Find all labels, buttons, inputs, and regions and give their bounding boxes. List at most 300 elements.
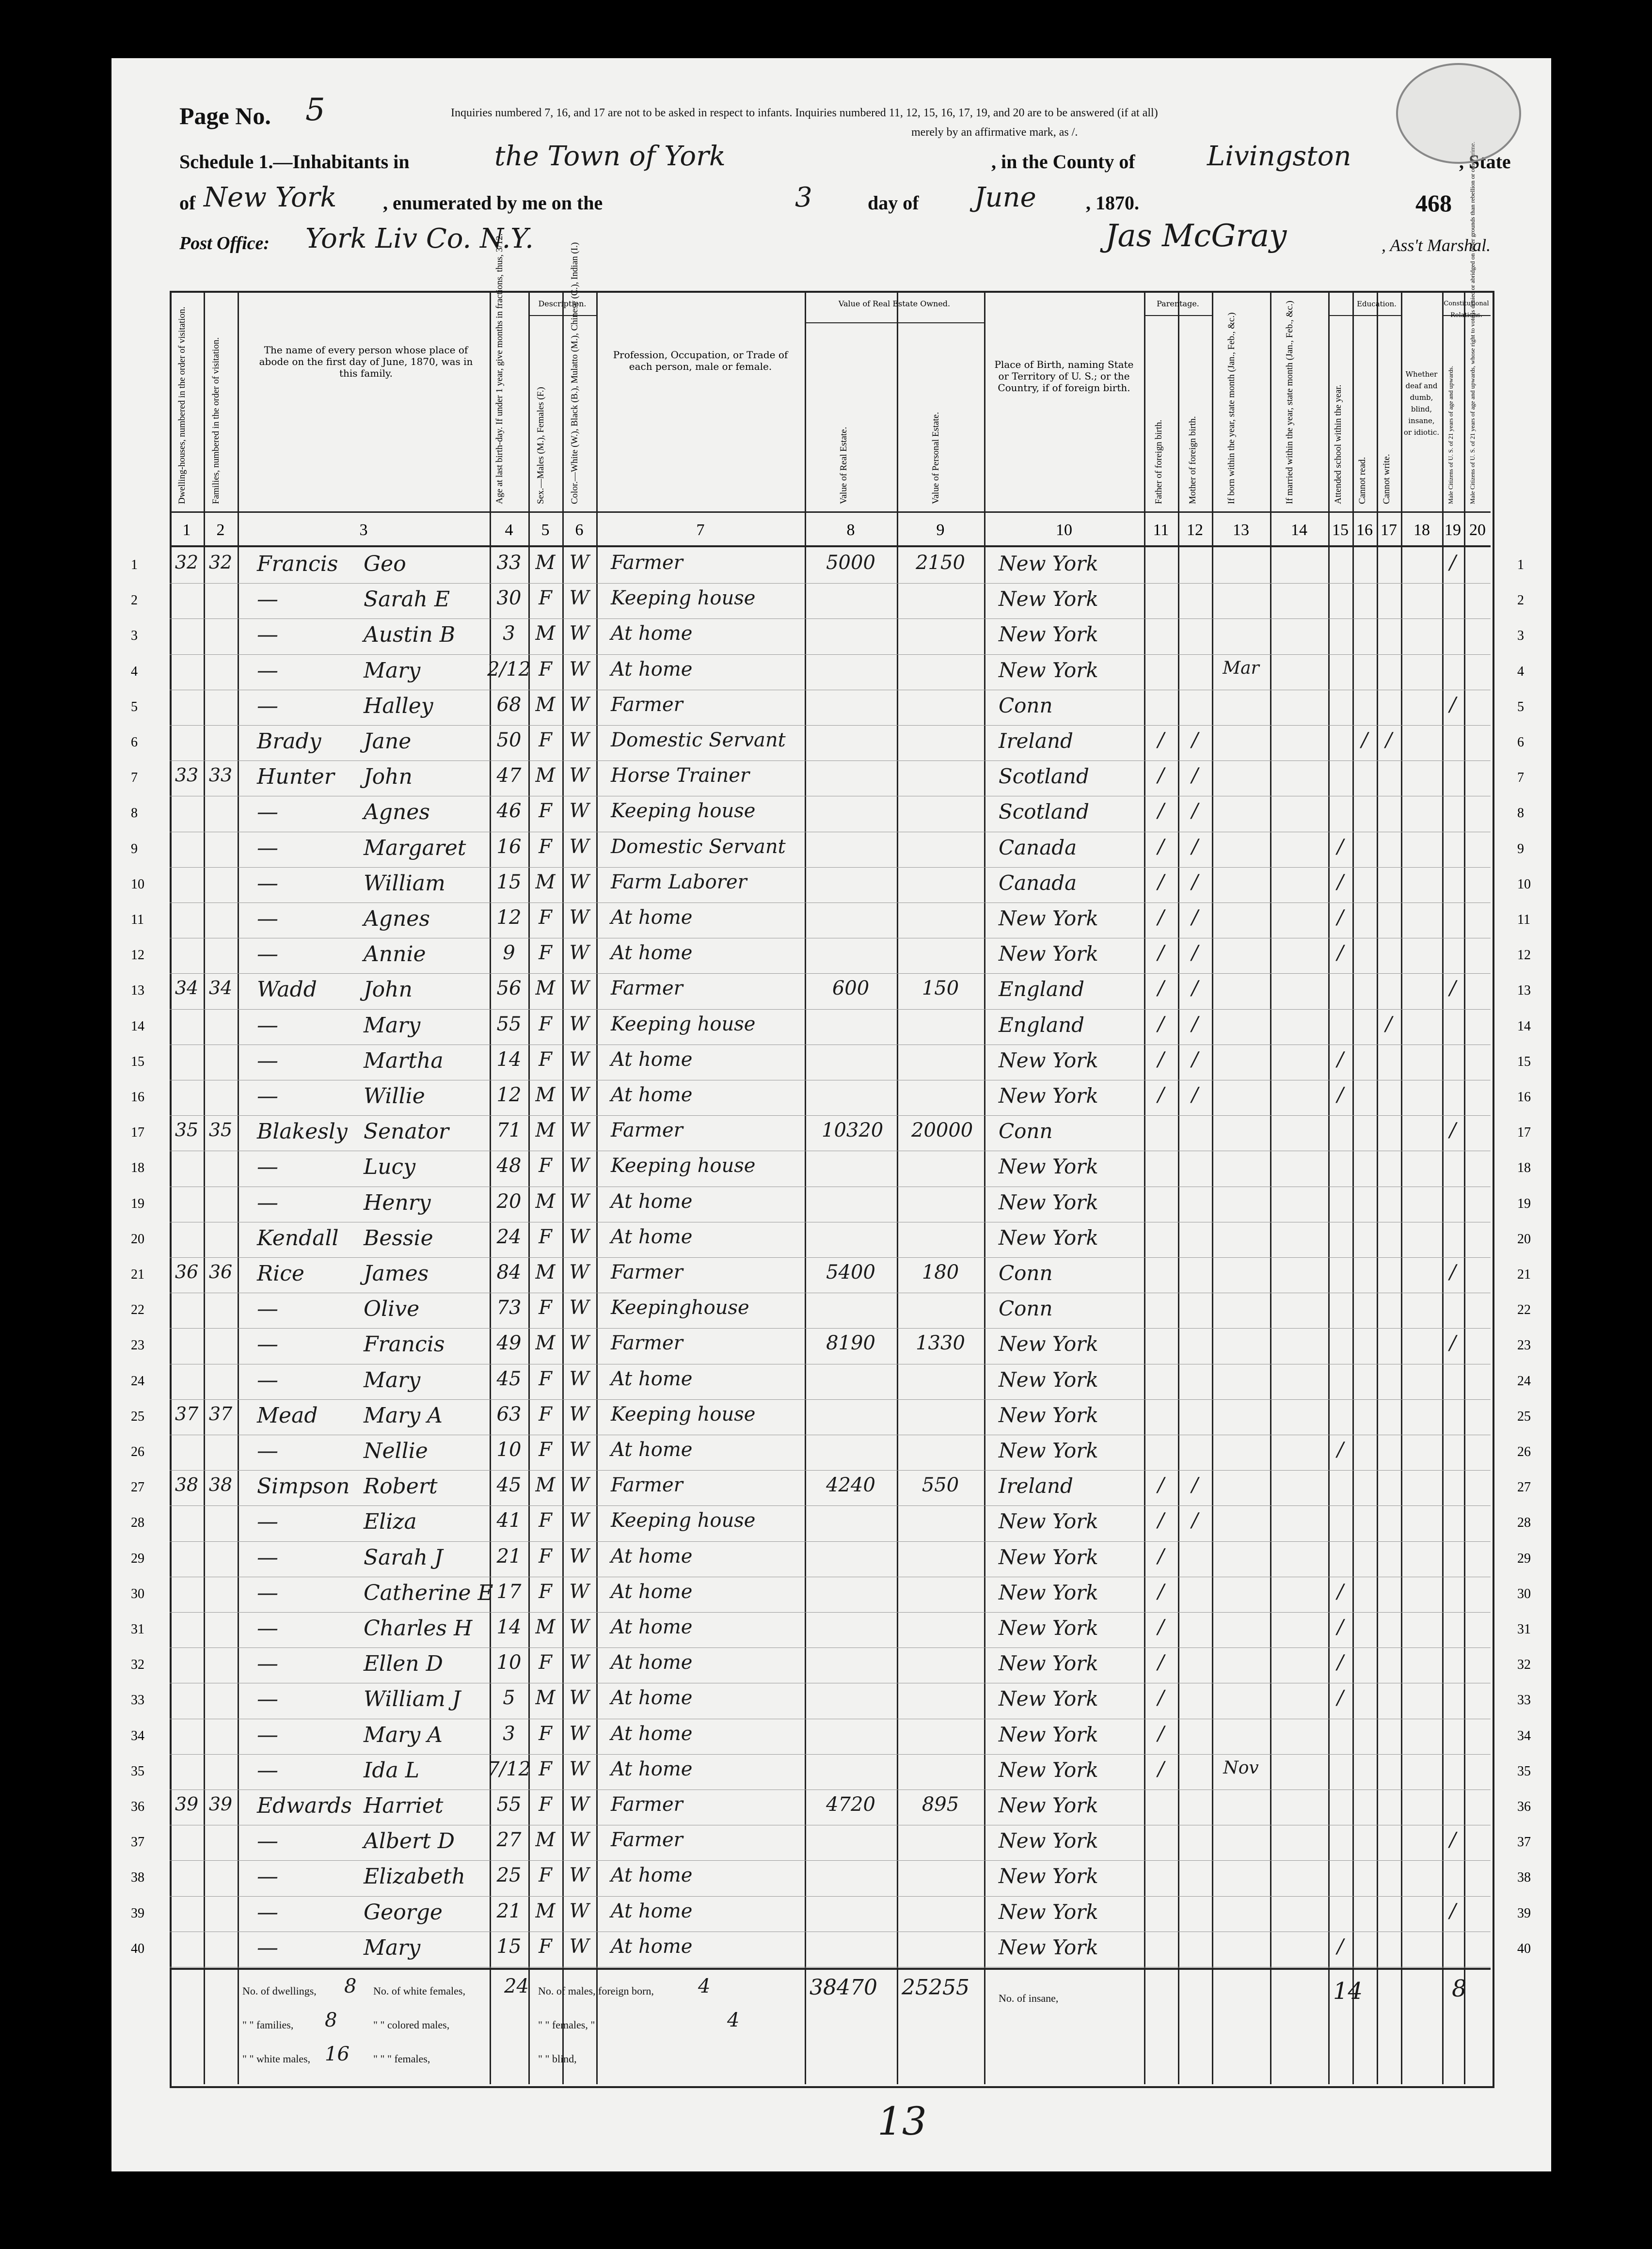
row-occupation: At home (611, 942, 693, 965)
row-birthplace: New York (999, 1367, 1098, 1392)
colhead-constitutional: Constitutional Relations. (1444, 300, 1489, 319)
schedule-label: Schedule 1.—Inhabitants in (179, 151, 410, 173)
row-color: W (569, 1793, 589, 1816)
row-number-right: 22 (1517, 1302, 1531, 1318)
summary-foreign-males-label: No. of males, foreign born, (538, 1985, 654, 1997)
row-sex: M (535, 1084, 556, 1106)
row-occupation: At home (611, 1367, 693, 1390)
row-given-name: Mary A (364, 1403, 443, 1428)
row-given-name: Sarah J (364, 1545, 443, 1570)
row-number-left: 1 (131, 557, 138, 572)
row-given-name: Agnes (364, 800, 430, 825)
row-given-name: James (364, 1261, 429, 1286)
colnum-9: 9 (936, 521, 945, 539)
colhead-vote-denied: Male Citizens of U. S. of 21 years of age and upwards, whose right to vote is denied or abridged on other grounds than rebellion or other crime. (1469, 142, 1476, 504)
row-birthplace: New York (999, 1758, 1098, 1782)
county-label: , in the County of (991, 151, 1135, 173)
row-age: 14 (496, 1616, 522, 1638)
row-occupation: Farmer (611, 1332, 683, 1355)
row-age: 20 (496, 1190, 522, 1213)
row-age: 73 (496, 1297, 522, 1319)
row-number-left: 13 (131, 983, 144, 998)
row-sex: F (539, 1403, 552, 1425)
row-number-left: 22 (131, 1302, 144, 1318)
row-number-right: 32 (1517, 1657, 1531, 1673)
row-age: 25 (496, 1864, 522, 1887)
row-occupation: Keepinghouse (611, 1297, 749, 1319)
row-number-right: 33 (1517, 1693, 1531, 1708)
row-birthplace: Conn (999, 693, 1053, 717)
colnum-16: 16 (1356, 521, 1373, 539)
row-given-name: Senator (364, 1119, 449, 1144)
colnum-13: 13 (1233, 521, 1249, 539)
colhead-married-month: If married within the year, state month (Jan., Feb., &c.) (1285, 301, 1295, 504)
row-family-number: 38 (208, 1474, 233, 1496)
row-occupation: Farmer (611, 977, 683, 1000)
row-family-number: 39 (208, 1793, 233, 1815)
row-school-mark: / (1337, 1687, 1344, 1710)
row-color: W (569, 1509, 589, 1532)
row-sex: F (539, 1297, 552, 1319)
row-birthplace: New York (999, 622, 1098, 647)
row-number-left: 15 (131, 1054, 144, 1069)
row-born-month: Nov (1223, 1758, 1259, 1778)
row-surname: Rice (257, 1261, 304, 1286)
row-number-right: 4 (1517, 664, 1524, 679)
row-surname: — (257, 1190, 278, 1215)
instructions-line2: merely by an affirmative mark, as /. (911, 126, 1078, 139)
row-occupation: Farmer (611, 1119, 683, 1142)
header-divider (170, 511, 1491, 513)
colhead-personal-estate: Value of Personal Estate. (931, 412, 941, 504)
row-occupation: At home (611, 658, 693, 681)
summary-insane-label: No. of insane, (999, 1992, 1059, 2004)
row-surname: — (257, 1332, 278, 1357)
row-age: 9 (503, 942, 515, 965)
row-age: 45 (496, 1474, 522, 1497)
row-rule (170, 1505, 1491, 1506)
row-occupation: Farmer (611, 1793, 683, 1816)
row-rule (170, 867, 1491, 868)
summary-total-citizens: 8 (1452, 1975, 1467, 2002)
row-surname: — (257, 871, 278, 896)
colnum-20: 20 (1469, 521, 1486, 539)
row-occupation: At home (611, 1616, 693, 1638)
colnum-11: 11 (1153, 521, 1169, 539)
row-citizen-mark: / (1449, 1332, 1456, 1355)
row-number-left: 37 (131, 1835, 144, 1850)
row-birthplace: Conn (999, 1119, 1053, 1143)
summary-foreign-females: 4 (727, 2009, 740, 2031)
row-birthplace: Canada (999, 871, 1077, 895)
row-number-right: 14 (1517, 1018, 1531, 1034)
row-surname: — (257, 906, 278, 931)
row-number-right: 39 (1517, 1905, 1531, 1921)
row-sex: F (539, 729, 552, 751)
row-age: 2/12 (487, 658, 531, 681)
row-number-right: 17 (1517, 1125, 1531, 1140)
summary-foreign-males: 4 (698, 1975, 711, 1997)
row-number-right: 1 (1517, 557, 1524, 572)
row-birthplace: New York (999, 1048, 1098, 1072)
row-surname: — (257, 1758, 278, 1783)
row-birthplace: New York (999, 1864, 1098, 1888)
row-rule (170, 1896, 1491, 1897)
row-rule (170, 1009, 1491, 1010)
row-sex: F (539, 1722, 552, 1745)
row-father-foreign-mark: / (1158, 1616, 1164, 1638)
row-sex: M (535, 622, 556, 645)
row-mother-foreign-mark: / (1191, 1509, 1198, 1532)
row-mother-foreign-mark: / (1191, 800, 1198, 823)
row-school-mark: / (1337, 1048, 1344, 1071)
summary-foreign-females-label: " " females, " (538, 2019, 595, 2031)
row-age: 3 (503, 1722, 515, 1745)
place-value: the Town of York (494, 141, 726, 172)
row-birthplace: England (999, 977, 1085, 1001)
day-label: day of (868, 192, 919, 214)
row-age: 46 (496, 800, 522, 823)
row-age: 10 (496, 1651, 522, 1674)
row-dwelling-number: 32 (175, 552, 199, 573)
row-father-foreign-mark: / (1158, 977, 1164, 1000)
summary-total-school: 14 (1333, 1978, 1363, 2005)
row-age: 50 (496, 729, 522, 751)
colnum-18: 18 (1414, 521, 1430, 539)
row-father-foreign-mark: / (1158, 942, 1164, 965)
row-birthplace: New York (999, 1651, 1098, 1676)
row-number-right: 11 (1517, 912, 1530, 927)
row-given-name: Catherine E (364, 1580, 493, 1605)
row-color: W (569, 552, 589, 574)
row-citizen-mark: / (1449, 552, 1456, 574)
row-rule (170, 725, 1491, 726)
row-number-right: 9 (1517, 841, 1524, 856)
post-office-value: York Liv Co. N.Y. (305, 223, 534, 254)
row-mother-foreign-mark: / (1191, 1084, 1198, 1106)
row-surname: — (257, 1084, 278, 1109)
row-color: W (569, 1758, 589, 1780)
colnum-5: 5 (541, 521, 550, 539)
row-surname: — (257, 1829, 278, 1854)
row-sex: F (539, 1935, 552, 1958)
row-sex: M (535, 1687, 556, 1710)
row-color: W (569, 729, 589, 751)
row-number-right: 34 (1517, 1728, 1531, 1743)
row-birthplace: New York (999, 1722, 1098, 1746)
summary-colored-males-label: " " colored males, (373, 2019, 450, 2031)
row-occupation: Horse Trainer (611, 764, 749, 787)
row-number-right: 35 (1517, 1763, 1531, 1779)
row-number-left: 33 (131, 1693, 144, 1708)
row-occupation: Farm Laborer (611, 871, 747, 893)
row-real-estate-value: 10320 (822, 1119, 884, 1142)
row-color: W (569, 800, 589, 823)
row-sex: M (535, 1616, 556, 1638)
row-school-mark: / (1337, 906, 1344, 929)
row-family-number: 37 (208, 1403, 233, 1425)
row-number-right: 16 (1517, 1090, 1531, 1105)
row-color: W (569, 1013, 589, 1035)
row-surname: Wadd (257, 977, 317, 1002)
row-age: 7/12 (487, 1758, 531, 1780)
row-number-right: 29 (1517, 1551, 1531, 1566)
summary-divider (170, 1968, 1491, 1970)
row-birthplace: New York (999, 1332, 1098, 1356)
row-citizen-mark: / (1449, 977, 1456, 1000)
row-age: 21 (496, 1900, 522, 1922)
row-sex: F (539, 1580, 552, 1603)
colhead-disability: Whether deaf and dumb, blind, insane, or idiotic. (1403, 370, 1440, 437)
row-sex: M (535, 1900, 556, 1922)
row-school-mark: / (1337, 871, 1344, 893)
row-birthplace: Scotland (999, 764, 1089, 789)
row-sex: F (539, 658, 552, 681)
row-sex: M (535, 1261, 556, 1283)
row-age: 55 (496, 1013, 522, 1035)
row-color: W (569, 1580, 589, 1603)
row-surname: — (257, 1580, 278, 1605)
row-given-name: Mary A (364, 1722, 443, 1747)
row-number-right: 15 (1517, 1054, 1531, 1069)
row-father-foreign-mark: / (1158, 1509, 1164, 1532)
colhead-description: Description. (538, 299, 587, 308)
row-color: W (569, 1261, 589, 1283)
summary-families-label: " " families, (242, 2019, 294, 2031)
row-number-left: 2 (131, 593, 138, 608)
colhead-father-foreign: Father of foreign birth. (1154, 419, 1164, 504)
row-surname: Francis (257, 552, 338, 576)
row-sex: F (539, 1651, 552, 1674)
colhead-family: Families, numbered in the order of visitation. (211, 337, 221, 504)
row-color: W (569, 1225, 589, 1248)
row-age: 56 (496, 977, 522, 1000)
of-label: of (179, 192, 196, 214)
row-rule (170, 1860, 1491, 1861)
row-father-foreign-mark: / (1158, 1474, 1164, 1497)
row-born-month: Mar (1223, 658, 1259, 678)
row-rule (170, 654, 1491, 655)
row-number-left: 5 (131, 699, 138, 714)
row-age: 15 (496, 871, 522, 893)
row-color: W (569, 1829, 589, 1852)
row-sex: M (535, 977, 556, 1000)
row-school-mark: / (1337, 942, 1344, 965)
row-dwelling-number: 35 (175, 1119, 199, 1141)
row-surname: — (257, 693, 278, 718)
colhead-education: Education. (1357, 300, 1397, 308)
row-color: W (569, 1651, 589, 1674)
row-color: W (569, 1864, 589, 1887)
row-age: 48 (496, 1155, 522, 1177)
colhead-age: Age at last birth-day. If under 1 year, give months in fractions, thus, 3/12. (494, 233, 505, 504)
row-birthplace: New York (999, 1155, 1098, 1179)
row-father-foreign-mark: / (1158, 1048, 1164, 1071)
row-age: 16 (496, 835, 522, 858)
row-number-right: 19 (1517, 1196, 1531, 1211)
row-surname: — (257, 1651, 278, 1677)
row-age: 41 (496, 1509, 522, 1532)
row-number-left: 38 (131, 1870, 144, 1885)
row-surname: Kendall (257, 1225, 339, 1251)
colhead-cannot-write: Cannot write. (1382, 454, 1392, 504)
row-number-right: 40 (1517, 1941, 1531, 1956)
row-rule (170, 1647, 1491, 1648)
row-father-foreign-mark: / (1158, 1013, 1164, 1035)
row-rule (170, 1328, 1491, 1329)
row-given-name: Eliza (364, 1509, 417, 1535)
row-surname: Simpson (257, 1474, 350, 1499)
row-birthplace: Scotland (999, 800, 1089, 824)
row-number-left: 29 (131, 1551, 144, 1566)
row-mother-foreign-mark: / (1191, 871, 1198, 893)
row-number-left: 34 (131, 1728, 144, 1743)
row-school-mark: / (1337, 1580, 1344, 1603)
row-color: W (569, 658, 589, 681)
row-school-mark: / (1337, 1616, 1344, 1638)
row-occupation: At home (611, 1439, 693, 1461)
row-number-left: 39 (131, 1905, 144, 1921)
row-given-name: Mary (364, 1013, 421, 1038)
row-age: 33 (496, 552, 522, 574)
row-number-right: 3 (1517, 628, 1524, 644)
row-surname: — (257, 1367, 278, 1393)
row-given-name: Mary (364, 1935, 421, 1960)
row-citizen-mark: / (1449, 1900, 1456, 1922)
row-given-name: Mary (364, 658, 421, 683)
row-occupation: At home (611, 1048, 693, 1071)
row-occupation: Domestic Servant (611, 729, 786, 751)
row-given-name: Henry (364, 1190, 431, 1215)
row-given-name: Charles H (364, 1616, 473, 1641)
row-occupation: At home (611, 1580, 693, 1603)
row-number-left: 36 (131, 1799, 144, 1814)
row-family-number: 32 (208, 552, 233, 573)
marshal-label: , Ass't Marshal. (1382, 236, 1491, 255)
row-father-foreign-mark: / (1158, 1722, 1164, 1745)
row-number-right: 25 (1517, 1409, 1531, 1424)
row-number-right: 21 (1517, 1267, 1531, 1282)
row-age: 12 (496, 906, 522, 929)
row-sex: M (535, 693, 556, 716)
row-age: 5 (503, 1687, 515, 1710)
row-occupation: At home (611, 1190, 693, 1213)
row-birthplace: New York (999, 1580, 1098, 1604)
state-value: New York (204, 182, 337, 213)
row-given-name: Olive (364, 1297, 420, 1322)
row-given-name: Francis (364, 1332, 445, 1357)
row-sex: F (539, 1048, 552, 1071)
row-occupation: Farmer (611, 552, 683, 574)
row-sex: M (535, 552, 556, 574)
row-surname: — (257, 1155, 278, 1180)
colhead-school: Attended school within the year. (1333, 384, 1343, 504)
row-birthplace: New York (999, 1403, 1098, 1427)
colhead-real-estate: Value of Real Estate. (839, 427, 849, 504)
row-number-left: 30 (131, 1586, 144, 1601)
colnum-3: 3 (359, 521, 368, 539)
row-birthplace: New York (999, 1829, 1098, 1853)
colhead-dwelling: Dwelling-houses, numbered in the order of visitation. (177, 306, 187, 504)
row-mother-foreign-mark: / (1191, 906, 1198, 929)
row-occupation: Domestic Servant (611, 835, 786, 858)
row-age: 30 (496, 587, 522, 610)
row-number-left: 40 (131, 1941, 144, 1956)
row-birthplace: New York (999, 658, 1098, 682)
row-rule (170, 1541, 1491, 1542)
row-rule (170, 1399, 1491, 1400)
row-color: W (569, 622, 589, 645)
row-number-right: 8 (1517, 806, 1524, 821)
colnum-6: 6 (575, 521, 584, 539)
year-label: , 1870. (1086, 192, 1139, 214)
row-sex: M (535, 1190, 556, 1213)
row-mother-foreign-mark: / (1191, 977, 1198, 1000)
colhead-name: The name of every person whose place of abode on the first day of June, 1870, was in this family. (259, 344, 473, 379)
row-given-name: Nellie (364, 1439, 428, 1463)
row-color: W (569, 835, 589, 858)
colhead-mother-foreign: Mother of foreign birth. (1188, 416, 1198, 504)
row-given-name: Jane (364, 729, 412, 754)
colhead-birthplace: Place of Birth, naming State or Territory of U. S.; or the Country, if of foreign birth. (994, 359, 1134, 394)
row-age: 24 (496, 1225, 522, 1248)
row-given-name: Albert D (364, 1829, 455, 1854)
row-number-right: 5 (1517, 699, 1524, 714)
row-birthplace: New York (999, 1935, 1098, 1959)
row-age: 12 (496, 1084, 522, 1106)
row-real-estate-value: 8190 (826, 1332, 875, 1355)
row-father-foreign-mark: / (1158, 1084, 1164, 1106)
row-school-mark: / (1337, 1935, 1344, 1958)
row-given-name: John (364, 764, 413, 790)
row-birthplace: New York (999, 1225, 1098, 1250)
row-color: W (569, 1297, 589, 1319)
row-birthplace: New York (999, 942, 1098, 966)
row-given-name: Margaret (364, 835, 466, 860)
row-sex: F (539, 800, 552, 823)
row-number-right: 24 (1517, 1373, 1531, 1389)
row-age: 68 (496, 693, 522, 716)
colhead-color: Color.—White (W.), Black (B.), Mulatto (M.), Chinese (C.), Indian (I.) (570, 242, 580, 504)
row-sex: F (539, 942, 552, 965)
row-given-name: Mary (364, 1367, 421, 1393)
row-color: W (569, 977, 589, 1000)
row-sex: F (539, 1439, 552, 1461)
row-number-right: 36 (1517, 1799, 1531, 1814)
row-birthplace: New York (999, 587, 1098, 611)
colnum-15: 15 (1332, 521, 1349, 539)
row-number-left: 16 (131, 1090, 144, 1105)
row-age: 55 (496, 1793, 522, 1816)
row-birthplace: New York (999, 1545, 1098, 1569)
row-occupation: Keeping house (611, 1403, 756, 1425)
row-occupation: Farmer (611, 1474, 683, 1497)
row-number-left: 11 (131, 912, 144, 927)
row-number-left: 14 (131, 1018, 144, 1034)
row-dwelling-number: 33 (175, 764, 199, 786)
row-number-left: 12 (131, 948, 144, 963)
summary-families: 8 (325, 2009, 337, 2031)
row-cannot-write-mark: / (1385, 729, 1392, 751)
row-number-left: 4 (131, 664, 138, 679)
row-given-name: Lucy (364, 1155, 416, 1180)
colnum-8: 8 (846, 521, 855, 539)
row-school-mark: / (1337, 1084, 1344, 1106)
row-mother-foreign-mark: / (1191, 942, 1198, 965)
row-number-right: 31 (1517, 1622, 1531, 1637)
row-birthplace: Canada (999, 835, 1077, 859)
row-occupation: Farmer (611, 693, 683, 716)
